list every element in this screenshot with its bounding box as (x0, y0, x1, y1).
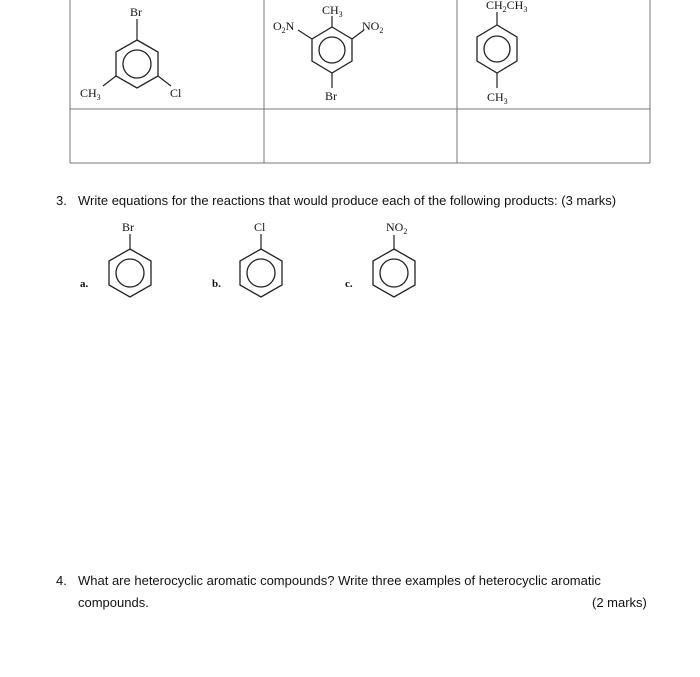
product-c-nitrobenzene (373, 235, 415, 297)
substituent-cl-right: Cl (170, 86, 182, 100)
question-3-text: Write equations for the reactions that would produce each of the following products: (78, 193, 558, 208)
substituent-no2-right: $NO_2$ (362, 19, 384, 35)
structure-table (70, 0, 650, 163)
product-label-c: c. (345, 278, 353, 290)
question-4-marks: (2 marks) (592, 595, 647, 610)
product-c-substituent: $NO_2$ (386, 220, 408, 236)
product-label-b: b. (212, 278, 221, 290)
molecule-bromo-dinitro-toluene (298, 16, 364, 88)
question-3 (56, 193, 616, 208)
substituent-ch3-bottom: $CH_3$ (487, 90, 508, 106)
molecule-ethyl-toluene (477, 12, 517, 88)
substituent-ch3-left: $CH_3$ (80, 86, 101, 102)
question-4-text-line2: compounds. (78, 595, 149, 610)
question-3-marks: (3 marks) (561, 193, 617, 208)
product-label-a: a. (80, 278, 89, 290)
question-4-text-line1: What are heterocyclic aromatic compounds? Write three examples of heterocyclic aromatic (78, 573, 601, 588)
substituent-br-bottom: Br (325, 89, 337, 103)
product-a-bromobenzene (109, 234, 151, 297)
substituent-o2n-left: $O_2N$ (273, 19, 295, 35)
question-3-number: 3. (56, 193, 67, 208)
substituent-ch3-top: $CH_3$ (322, 3, 343, 19)
question-4 (56, 573, 601, 588)
molecule-bromo-chloro-toluene (103, 19, 171, 88)
question-4-number: 4. (56, 573, 67, 588)
product-b-chlorobenzene (240, 234, 282, 297)
product-a-substituent: Br (122, 220, 134, 234)
substituent-ethyl-top: $CH_2CH_3$ (486, 0, 528, 14)
product-b-substituent: Cl (254, 220, 266, 234)
substituent-br-top: Br (130, 5, 142, 19)
